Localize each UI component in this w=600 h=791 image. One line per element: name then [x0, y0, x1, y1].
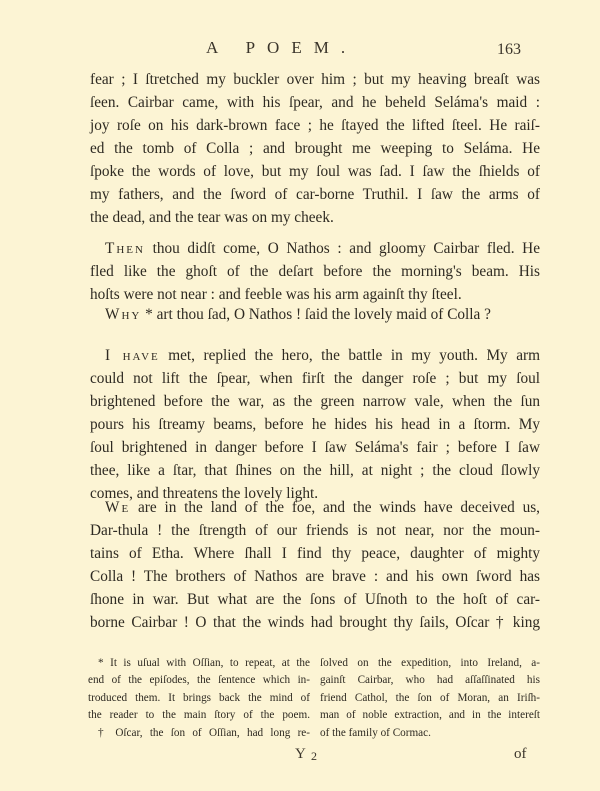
text-line: Dar-thula ! the ſtrength of our friends is not near, nor the moun- — [90, 522, 540, 539]
text-line: could not lift the ſpear, when firſt the danger roſe ; but my ſoul — [90, 370, 540, 387]
text-line: ſhone in war. But what are the ſons of Uſnoth to the hoſt of car- — [90, 591, 540, 608]
paragraph-2 — [90, 237, 540, 306]
text-line — [90, 496, 540, 519]
paragraph-4 — [90, 344, 540, 505]
page-footer — [0, 746, 600, 768]
text-run: * art thou ſad, O Nathos ! ſaid the lovely maid of Colla ? — [141, 306, 491, 323]
signature-mark: Y — [295, 746, 306, 762]
text-line: ed the tomb of Colla ; and brought me weeping to Seláma. He — [90, 140, 540, 157]
text-line: fled like the ghoſt of the deſart before the morning's beam. His — [90, 263, 540, 280]
page-header — [0, 38, 600, 62]
text-line: ſpoke the words of love, but my ſoul was ſad. I ſaw the ſhields of — [90, 163, 540, 180]
footnote-line: man of noble extraction, and in the intereſt — [320, 709, 540, 722]
paragraph-1 — [90, 68, 540, 229]
running-title: A POEM. — [206, 38, 358, 57]
text-run: thou didſt come, O Nathos : and gloomy Cairbar fled. He — [144, 240, 540, 257]
footnote-line: gainſt Cairbar, who had aſſaſſinated his — [320, 674, 540, 687]
text-line: pours his ſtreamy beams, before he hides his head in a ſtorm. My — [90, 416, 540, 433]
small-caps-lead: We — [105, 499, 131, 516]
text-line: fear ; I ſtretched my buckler over him ; but my heaving breaſt was — [90, 71, 540, 88]
footnote-line: * It is uſual with Oſſian, to repeat, at the — [98, 657, 310, 669]
text-line: comes, and threatens the lovely light. — [90, 485, 319, 502]
footnote-line: † Oſcar, the ſon of Oſſian, had long re- — [98, 726, 310, 739]
text-line: borne Cairbar ! O that the winds had brought thy ſails, Oſcar † king — [90, 614, 540, 631]
text-line: joy roſe on his dark-brown face ; he ſtayed the lifted ſteel. He raiſ- — [90, 117, 540, 134]
footnote-line: friend Cathol, the ſon of Moran, an Iriſh- — [320, 691, 540, 704]
text-line — [90, 237, 540, 260]
text-line — [90, 344, 540, 367]
footnote-line: end of the epiſodes, the ſentence which in- — [88, 674, 310, 687]
text-line: tains of Etha. Where ſhall I find thy peace, daughter of mighty — [90, 545, 540, 562]
signature-number: 2 — [311, 749, 317, 763]
text-line: ſeen. Cairbar came, with his ſpear, and he beheld Seláma's maid : — [90, 94, 540, 111]
catchword: of — [514, 746, 527, 762]
small-caps-lead: I have — [105, 347, 160, 364]
footnote-column-right — [320, 655, 540, 742]
text-run: are in the land of the foe, and the winds have deceived us, — [130, 499, 540, 516]
text-line — [90, 303, 540, 326]
small-caps-lead: Why — [105, 306, 142, 323]
paragraph-3 — [90, 303, 540, 326]
text-run: met, replied the hero, the battle in my youth. My arm — [159, 347, 540, 364]
footnote-line: ſolved on the expedition, into Ireland, a- — [320, 657, 540, 669]
text-line: the dead, and the tear was on my cheek. — [90, 209, 334, 226]
footnote-line: troduced them. It brings back the mind of — [88, 691, 310, 704]
text-line: my fathers, and the ſword of car-borne Truthil. I ſaw the arms of — [90, 186, 540, 203]
page-number: 163 — [497, 41, 521, 58]
footnote-line: the reader to the main ſtory of the poem. — [88, 709, 310, 722]
text-line: hoſts were not near : and feeble was his arm againſt thy ſteel. — [90, 286, 462, 303]
paragraph-5 — [90, 496, 540, 634]
footnote-line: of the family of Cormac. — [320, 726, 431, 739]
text-line: ſoul brightened in danger before I ſaw Seláma's fair ; before I ſaw — [90, 439, 540, 456]
text-line: brightened before the war, as the green narrow vale, when the ſun — [90, 393, 540, 410]
small-caps-lead: Then — [105, 240, 145, 257]
text-line: Colla ! The brothers of Nathos are brave : and his own ſword has — [90, 568, 540, 585]
footnote-column-left — [88, 655, 310, 742]
text-line: thee, like a ſtar, that ſhines on the hill, at night ; the cloud ſlowly — [90, 462, 540, 479]
